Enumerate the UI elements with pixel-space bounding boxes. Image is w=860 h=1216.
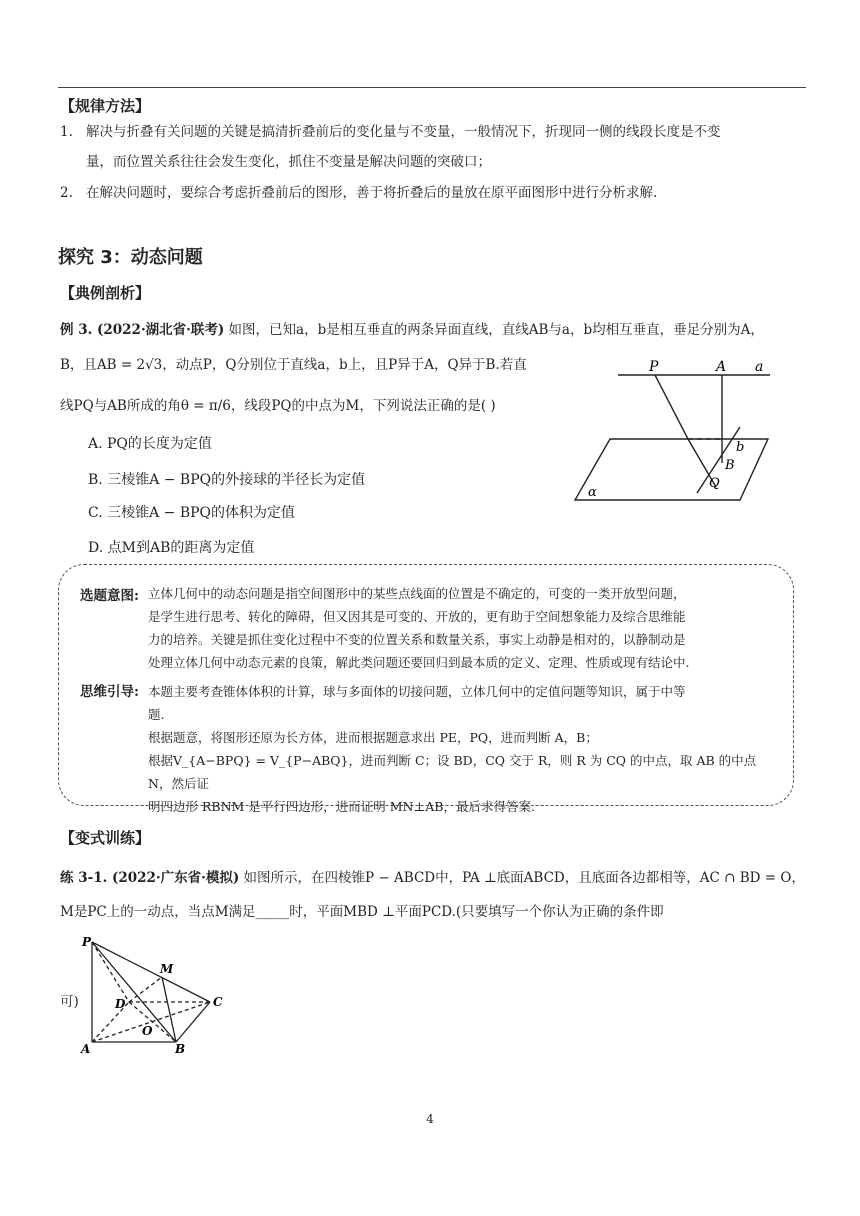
guide-line-5: 明四边形 RBNM 是平行四边形，进而证明 MN⊥AB，最后求得答案. bbox=[148, 799, 535, 814]
variant-header: 【变式训练】 bbox=[60, 829, 151, 847]
segment-pq-upper bbox=[655, 375, 688, 439]
label-b: b bbox=[736, 440, 745, 455]
option-a: A. PQ的长度为定值 bbox=[88, 436, 212, 452]
label-B2: B bbox=[175, 1042, 186, 1056]
page-number: 4 bbox=[426, 1112, 434, 1126]
example-line1: 如图，已知a，b是相互垂直的两条异面直线，直线AB与a，b均相互垂直，垂足分别为A， bbox=[228, 322, 764, 338]
edge-MD bbox=[129, 977, 162, 1002]
method-item-1-line1: 解决与折叠有关问题的关键是搞清折叠前后的变化量与不变量，一般情况下，折现同一侧的线段长度是不变 bbox=[86, 124, 721, 140]
option-d: D. 点M到AB的距离为定值 bbox=[88, 540, 255, 556]
label-B: B bbox=[725, 458, 735, 473]
label-A2: A bbox=[81, 1042, 91, 1056]
practice-line1: 如图所示，在四棱锥P − ABCD中，PA ⊥底面ABCD，且底面各边都相等，AC ∩ BD = O， bbox=[243, 870, 805, 886]
label-O: O bbox=[142, 1024, 153, 1038]
intent-line-1: 立体几何中的动态问题是指空间图形中的某些点线面的位置是不确定的，可变的一类开放型问题， bbox=[148, 586, 686, 601]
method-header: 【规律方法】 bbox=[60, 97, 151, 115]
guide-line-4: 根据V_{A−BPQ} = V_{P−ABQ}，进而判断 C；设 BD，CQ 交于 R，则 R 为 CQ 的中点，取 AB 的中点 N，然后证 bbox=[148, 753, 757, 791]
intent-line-2: 是学生进行思考、转化的障碍，但又因其是可变的、开放的，更有助于空间想象能力及综合思维能 bbox=[148, 609, 686, 624]
example-header: 【典例剖析】 bbox=[60, 284, 151, 302]
example-line2: B，且AB = 2√3，动点P，Q分别位于直线a，b上，且P异于A，Q异于B.若直 bbox=[60, 357, 527, 373]
guide-label: 思维引导: bbox=[80, 684, 139, 700]
example-line3: 线PQ与AB所成的角θ = π/6，线段PQ的中点为M，下列说法正确的是( ) bbox=[60, 398, 496, 414]
edge-MB bbox=[162, 977, 176, 1042]
example-line1-row bbox=[60, 320, 820, 340]
edge-PC bbox=[92, 942, 210, 1002]
label-M: M bbox=[160, 962, 174, 976]
intent-label: 选题意图: bbox=[80, 588, 139, 604]
label-C: C bbox=[213, 995, 223, 1009]
guide-line-1: 本题主要考查锥体体积的计算，球与多面体的切接问题，立体几何中的定值问题等知识，属于中等 bbox=[148, 684, 686, 699]
practice-label: 练 3-1. (2022·广东省·模拟) bbox=[60, 870, 240, 886]
edge-PB bbox=[92, 942, 176, 1042]
label-P2: P bbox=[82, 935, 92, 949]
practice-line1-row bbox=[60, 868, 820, 888]
guide-text bbox=[148, 680, 778, 818]
label-P: P bbox=[649, 359, 659, 375]
option-c: C. 三棱锥A − BPQ的体积为定值 bbox=[88, 505, 296, 521]
option-b: B. 三棱锥A − BPQ的外接球的半径长为定值 bbox=[88, 472, 366, 488]
guide-line-2: 题. bbox=[148, 707, 165, 722]
method-item-1-num: 1. bbox=[60, 124, 73, 140]
label-alpha: α bbox=[588, 485, 597, 500]
example-figure bbox=[570, 355, 775, 505]
label-D: D bbox=[115, 997, 126, 1011]
practice-line2: M是PC上的一动点，当点M满足_____时，平面MBD ⊥平面PCD.(只要填写一个你认为正确的条件即 bbox=[60, 904, 664, 920]
intent-line-3: 力的培养。关键是抓住变化过程中不变的位置关系和数量关系，事实上动静是相对的，以静制动是 bbox=[148, 632, 686, 647]
guide-line-3: 根据题意，将图形还原为长方体，进而根据题意求出 PE，PQ，进而判断 A，B； bbox=[148, 730, 598, 745]
top-rule bbox=[58, 87, 806, 88]
intent-line-4: 处理立体几何中动态元素的良策，解此类问题还要回归到最本质的定义、定理、性质或现有结论中. bbox=[148, 655, 690, 670]
example-label: 例 3. (2022·湖北省·联考) bbox=[60, 322, 225, 338]
label-A: A bbox=[716, 359, 727, 375]
label-a: a bbox=[755, 359, 764, 375]
practice-line3: 可) bbox=[60, 994, 79, 1010]
pyramid-figure bbox=[74, 932, 234, 1057]
method-item-1-line2: 量，而位置关系往往会发生变化，抓住不变量是解决问题的突破口； bbox=[86, 154, 491, 170]
method-item-2-num: 2. bbox=[60, 185, 73, 201]
intent-text bbox=[148, 582, 778, 674]
section-title: 探究 3：动态问题 bbox=[58, 247, 203, 268]
label-Q: Q bbox=[709, 476, 720, 491]
method-item-2-line1: 在解决问题时，要综合考虑折叠前后的图形，善于将折叠后的量放在原平面图形中进行分析求解. bbox=[86, 185, 658, 201]
